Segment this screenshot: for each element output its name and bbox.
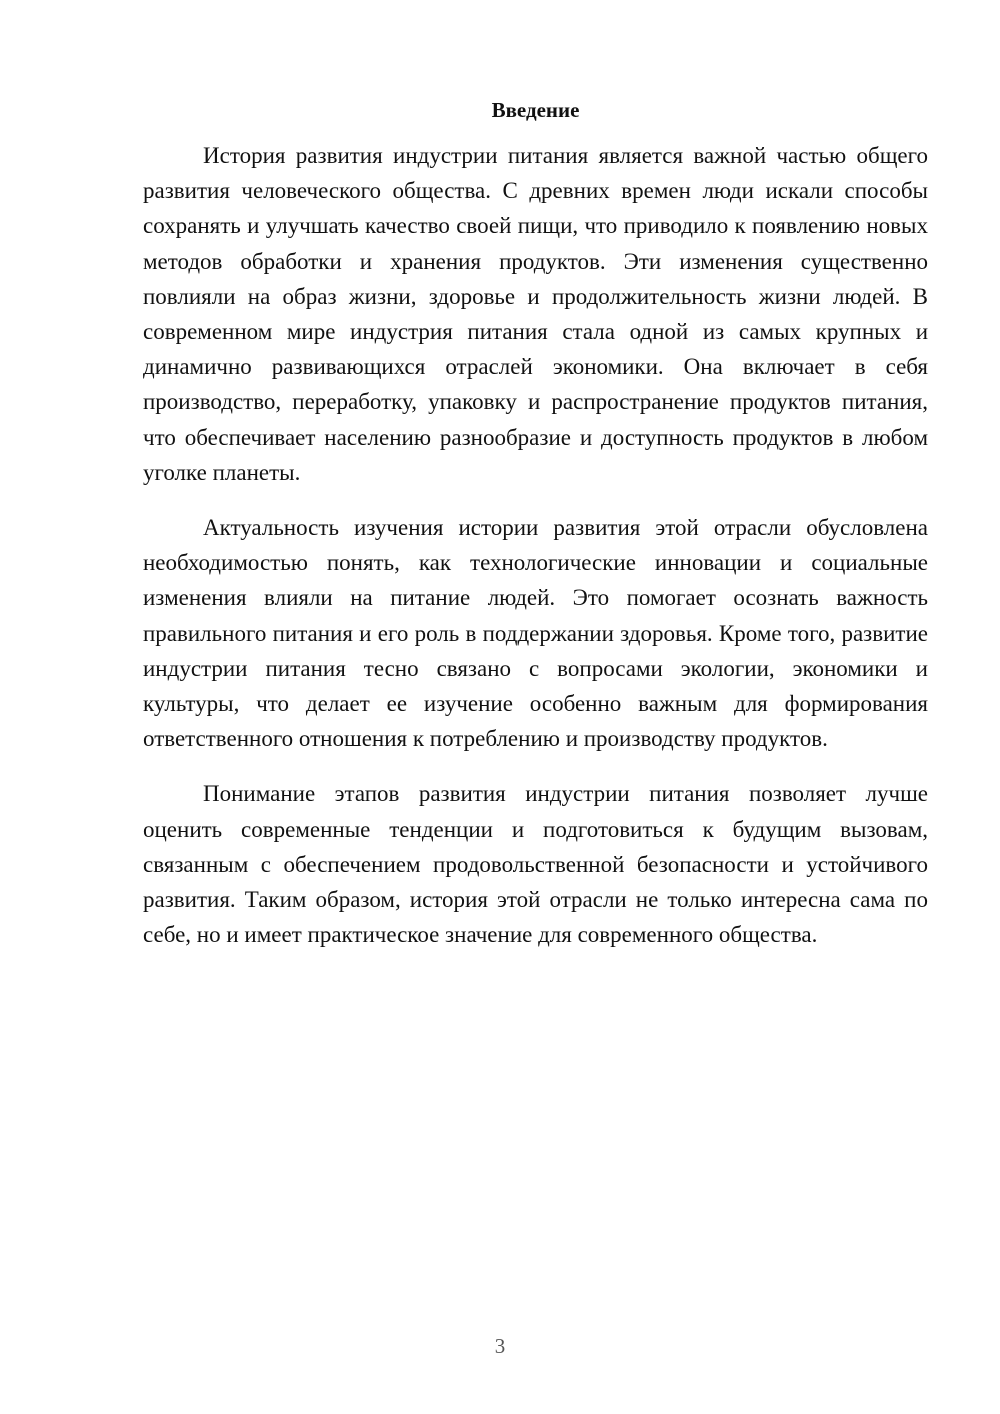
- page-content: [143, 94, 928, 972]
- page-number: 3: [494, 1334, 506, 1358]
- paragraph-2: Актуальность изучения истории развития этой отрасли обусловлена необходимостью понять, как технологические инновации и социальные изменения влияли на питание людей. Это помогает осознать важность правильного питания и его роль в поддержании здоровья. Кроме того, развитие индустрии питания тесно связано с вопросами экологии, экономики и культуры, что делает ее изучение особенно важным для формирования ответственного отношения к потреблению и производству продуктов.: [143, 515, 928, 752]
- page-title: Введение: [491, 98, 580, 122]
- paragraph-3: Понимание этапов развития индустрии питания позволяет лучше оценить современные тенденции и подготовиться к будущим вызовам, связанным с обеспечением продовольственной безопасности и устойчивого развития. Таким образом, история этой отрасли не только интересна сама по себе, но и имеет практическое значение для современного общества.: [143, 781, 928, 948]
- paragraph-1: История развития индустрии питания является важной частью общего развития человеческого общества. С древних времен люди искали способы сохранять и улучшать качество своей пищи, что приводило к появлению новых методов обработки и хранения продуктов. Эти изменения существенно повлияли на образ жизни, здоровье и продолжительность жизни людей. В современном мире индустрия питания стала одной из самых крупных и динамично развивающихся отраслей экономики. Она включает в себя производство, переработку, упаковку и распространение продуктов питания, что обеспечивает населению разнообразие и доступность продуктов в любом уголке планеты.: [143, 143, 928, 485]
